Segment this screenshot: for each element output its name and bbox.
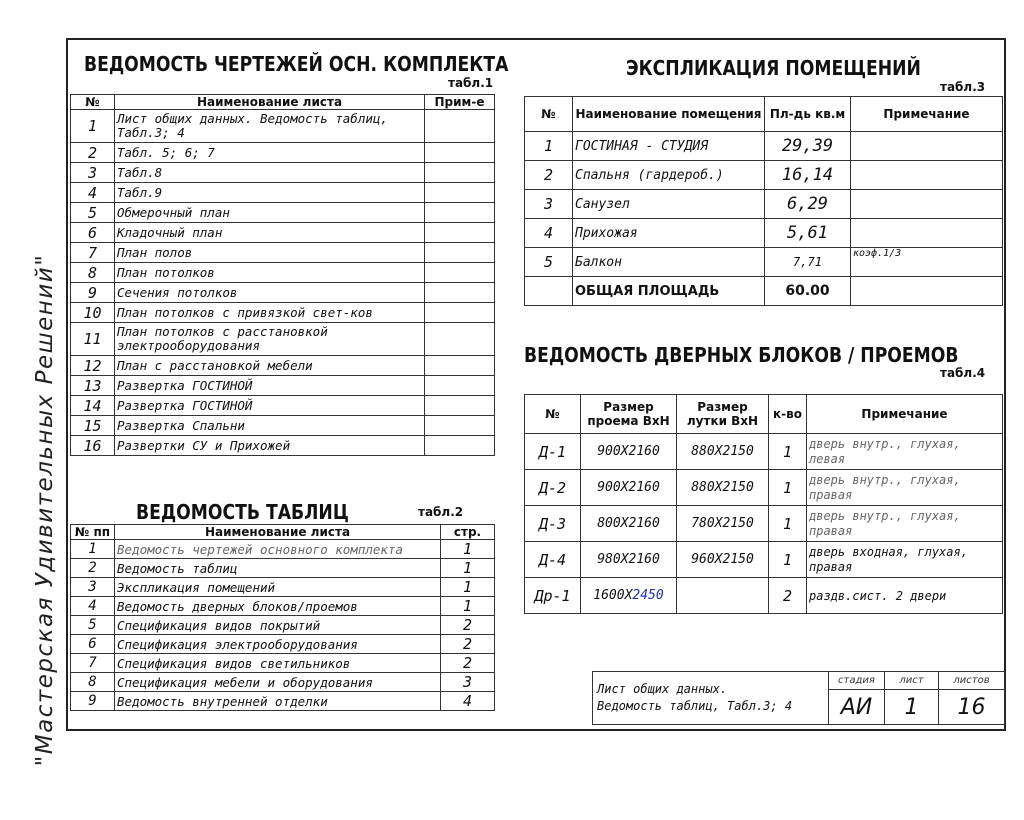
t1-cell-name: Развертка Спальни — [115, 416, 425, 436]
t4-last-no: Др-1 — [525, 578, 581, 614]
t3-cell-name: Прихожая — [573, 219, 765, 248]
t2-row — [71, 616, 495, 635]
t1-cell-name: Табл.8 — [115, 163, 425, 183]
t1-row — [71, 303, 495, 323]
studio-side-label: "Мастерская Удивительных Решений" — [32, 253, 58, 767]
t3-cell-area: 29,39 — [765, 132, 851, 161]
t4-row — [525, 434, 1003, 470]
t3-cell-name: ГОСТИНАЯ - СТУДИЯ — [573, 132, 765, 161]
t4-cell-opening: 900X2160 — [581, 470, 677, 506]
t1-header-note: Прим-е — [425, 95, 495, 110]
t1-cell-name: Развертки СУ и Прихожей — [115, 436, 425, 456]
t2-row — [71, 578, 495, 597]
t2-cell-no: 7 — [71, 654, 115, 673]
t1-cell-no: 4 — [71, 183, 115, 203]
t3-total-no — [525, 277, 573, 306]
t4-header-lutka: Размер лутки ВхН — [677, 395, 769, 434]
t2-row — [71, 559, 495, 578]
t1-cell-note — [425, 223, 495, 243]
t1-cell-note — [425, 143, 495, 163]
t4-row — [525, 506, 1003, 542]
t4-cell-qty: 1 — [769, 506, 807, 542]
t4-last-qty: 2 — [769, 578, 807, 614]
t3-tag: табл.3 — [940, 80, 986, 94]
t4-cell-opening: 980X2160 — [581, 542, 677, 578]
t4-last-size-b: 2450 — [632, 588, 664, 603]
t1-cell-name: Табл.9 — [115, 183, 425, 203]
t1-cell-note — [425, 356, 495, 376]
t2-cell-name: Спецификация электрооборудования — [115, 635, 441, 654]
t1-row — [71, 223, 495, 243]
t4-cell-note: дверь внутр., глухая, правая — [807, 506, 1003, 542]
t4-cell-opening: 800X2160 — [581, 506, 677, 542]
t2-cell-no: 6 — [71, 635, 115, 654]
t1-cell-no: 14 — [71, 396, 115, 416]
t1-cell-name: Кладочный план — [115, 223, 425, 243]
t2-cell-page: 1 — [441, 597, 495, 616]
t3-row — [525, 190, 1003, 219]
t4-header-note: Примечание — [807, 395, 1003, 434]
t2-cell-page: 1 — [441, 559, 495, 578]
t1-row — [71, 243, 495, 263]
t1-cell-no: 12 — [71, 356, 115, 376]
t2-cell-no: 5 — [71, 616, 115, 635]
t2-cell-page: 2 — [441, 654, 495, 673]
t3-total-row — [525, 277, 1003, 306]
t4-cell-note: дверь внутр., глухая, левая — [807, 434, 1003, 470]
t3-cell-no: 3 — [525, 190, 573, 219]
t1-cell-note — [425, 323, 495, 356]
t1-row — [71, 396, 495, 416]
t2-cell-no: 9 — [71, 692, 115, 711]
t1-row — [71, 110, 495, 143]
t1-cell-note — [425, 396, 495, 416]
stamp-sheet-label: лист — [885, 672, 939, 690]
t3-row — [525, 219, 1003, 248]
tables-list — [70, 524, 495, 711]
t3-cell-no: 4 — [525, 219, 573, 248]
t3-cell-name: Санузел — [573, 190, 765, 219]
t1-cell-name: План потолков — [115, 263, 425, 283]
t1-row — [71, 203, 495, 223]
t3-header-no: № — [525, 97, 573, 132]
t3-cell-area: 16,14 — [765, 161, 851, 190]
t1-cell-no: 6 — [71, 223, 115, 243]
t1-cell-no: 11 — [71, 323, 115, 356]
t1-cell-no: 1 — [71, 110, 115, 143]
t3-cell-no: 1 — [525, 132, 573, 161]
t3-cell-no: 2 — [525, 161, 573, 190]
t2-cell-name: Ведомость дверных блоков/проемов — [115, 597, 441, 616]
stamp-stage: АИ — [829, 690, 885, 725]
stamp-desc — [593, 672, 829, 725]
t2-cell-page: 3 — [441, 673, 495, 692]
t1-cell-no: 7 — [71, 243, 115, 263]
t1-cell-name: План полов — [115, 243, 425, 263]
t2-cell-name: Спецификация видов светильников — [115, 654, 441, 673]
stamp-stage-label: стадия — [829, 672, 885, 690]
drawings-table — [70, 94, 495, 456]
t2-cell-page: 1 — [441, 578, 495, 597]
t1-cell-note — [425, 163, 495, 183]
t1-cell-name: Табл. 5; 6; 7 — [115, 143, 425, 163]
t3-cell-note: коэф.1/3 — [851, 248, 1003, 277]
t3-row — [525, 132, 1003, 161]
t1-cell-name: Развертка ГОСТИНОЙ — [115, 376, 425, 396]
t4-last-lutka — [677, 578, 769, 614]
stamp-desc-line2: Ведомость таблиц, Табл.3; 4 — [597, 699, 793, 713]
title-block — [592, 671, 1005, 725]
t2-cell-name: Спецификация мебели и оборудования — [115, 673, 441, 692]
t2-cell-page: 1 — [441, 540, 495, 559]
t2-header-page: стр. — [441, 525, 495, 540]
t2-cell-name: Экспликация помещений — [115, 578, 441, 597]
t2-tag: табл.2 — [418, 505, 464, 519]
t1-cell-name: План потолков с расстановкой электрооборудования — [115, 323, 425, 356]
t1-row — [71, 376, 495, 396]
t3-cell-note — [851, 132, 1003, 161]
t4-header-qty: к-во — [769, 395, 807, 434]
t2-cell-page: 2 — [441, 635, 495, 654]
t3-row — [525, 248, 1003, 277]
t2-cell-no: 2 — [71, 559, 115, 578]
t3-row — [525, 161, 1003, 190]
t1-cell-note — [425, 183, 495, 203]
t2-header-name: Наименование листа — [115, 525, 441, 540]
t1-title: ВЕДОМОСТЬ ЧЕРТЕЖЕЙ ОСН. КОМПЛЕКТА — [84, 52, 509, 76]
t4-row — [525, 470, 1003, 506]
t4-cell-opening: 900X2160 — [581, 434, 677, 470]
t2-cell-no: 8 — [71, 673, 115, 692]
t4-cell-qty: 1 — [769, 470, 807, 506]
t1-cell-no: 16 — [71, 436, 115, 456]
t1-row — [71, 263, 495, 283]
t3-cell-area: 6,29 — [765, 190, 851, 219]
t2-cell-no: 4 — [71, 597, 115, 616]
t1-cell-no: 5 — [71, 203, 115, 223]
t1-row — [71, 323, 495, 356]
t3-title: ЭКСПЛИКАЦИЯ ПОМЕЩЕНИЙ — [626, 56, 921, 80]
t3-cell-no: 5 — [525, 248, 573, 277]
t3-cell-name: Спальня (гардероб.) — [573, 161, 765, 190]
t2-row — [71, 540, 495, 559]
t1-cell-note — [425, 263, 495, 283]
t2-cell-page: 4 — [441, 692, 495, 711]
t1-cell-name: Сечения потолков — [115, 283, 425, 303]
t2-row — [71, 635, 495, 654]
t1-cell-note — [425, 283, 495, 303]
t2-cell-name: Ведомость таблиц — [115, 559, 441, 578]
stamp-sheets: 16 — [939, 690, 1005, 725]
t4-cell-no: Д-2 — [525, 470, 581, 506]
t1-cell-note — [425, 243, 495, 263]
t2-row — [71, 597, 495, 616]
t1-cell-no: 10 — [71, 303, 115, 323]
t1-cell-no: 13 — [71, 376, 115, 396]
t2-row — [71, 654, 495, 673]
t3-header-area: Пл-дь кв.м — [765, 97, 851, 132]
t4-row — [525, 542, 1003, 578]
t2-cell-name: Ведомость чертежей основного комплекта — [115, 540, 441, 559]
t3-cell-name: Балкон — [573, 248, 765, 277]
t3-cell-note — [851, 219, 1003, 248]
t1-cell-no: 2 — [71, 143, 115, 163]
t4-row-last — [525, 578, 1003, 614]
doors-table — [524, 394, 1003, 614]
t4-cell-lutka: 780X2150 — [677, 506, 769, 542]
t1-header-name: Наименование листа — [115, 95, 425, 110]
t1-row — [71, 143, 495, 163]
t1-header-no: № — [71, 95, 115, 110]
t4-last-size — [581, 578, 677, 614]
t1-cell-name: Лист общих данных. Ведомость таблиц, Табл.3; 4 — [115, 110, 425, 143]
t4-cell-note: дверь входная, глухая, правая — [807, 542, 1003, 578]
stamp-sheets-label: листов — [939, 672, 1005, 690]
t1-row — [71, 163, 495, 183]
rooms-table — [524, 96, 1003, 306]
t2-header-no: № пп — [71, 525, 115, 540]
t1-row — [71, 416, 495, 436]
t1-cell-note — [425, 110, 495, 143]
t4-cell-no: Д-1 — [525, 434, 581, 470]
t4-cell-lutka: 880X2150 — [677, 434, 769, 470]
t3-total-note — [851, 277, 1003, 306]
t2-cell-no: 3 — [71, 578, 115, 597]
t2-cell-page: 2 — [441, 616, 495, 635]
t1-cell-note — [425, 436, 495, 456]
t1-cell-name: Обмерочный план — [115, 203, 425, 223]
t3-total-value: 60.00 — [765, 277, 851, 306]
t1-tag: табл.1 — [448, 76, 494, 90]
t1-cell-no: 8 — [71, 263, 115, 283]
t1-cell-name: Развертка ГОСТИНОЙ — [115, 396, 425, 416]
t1-row — [71, 356, 495, 376]
t1-row — [71, 436, 495, 456]
t2-cell-no: 1 — [71, 540, 115, 559]
t4-title: ВЕДОМОСТЬ ДВЕРНЫХ БЛОКОВ / ПРОЕМОВ — [524, 343, 959, 367]
t1-cell-no: 3 — [71, 163, 115, 183]
t2-title: ВЕДОМОСТЬ ТАБЛИЦ — [136, 500, 349, 524]
t4-cell-no: Д-4 — [525, 542, 581, 578]
t4-header-opening: Размер проема ВхН — [581, 395, 677, 434]
t4-last-size-a: 1600X — [593, 588, 633, 603]
t1-cell-note — [425, 303, 495, 323]
t4-header-no: № — [525, 395, 581, 434]
t1-cell-note — [425, 376, 495, 396]
stamp-sheet: 1 — [885, 690, 939, 725]
t4-cell-lutka: 880X2150 — [677, 470, 769, 506]
t1-cell-name: План потолков с привязкой свет-ков — [115, 303, 425, 323]
t3-cell-note — [851, 190, 1003, 219]
t1-cell-no: 9 — [71, 283, 115, 303]
t2-cell-name: Ведомость внутренней отделки — [115, 692, 441, 711]
t4-cell-qty: 1 — [769, 434, 807, 470]
stamp-desc-line1: Лист общих данных. — [597, 682, 728, 696]
t1-cell-name: План с расстановкой мебели — [115, 356, 425, 376]
t2-cell-name: Спецификация видов покрытий — [115, 616, 441, 635]
t3-header-name: Наименование помещения — [573, 97, 765, 132]
t3-header-note: Примечание — [851, 97, 1003, 132]
t1-row — [71, 283, 495, 303]
t4-cell-qty: 1 — [769, 542, 807, 578]
t1-cell-note — [425, 416, 495, 436]
t4-cell-no: Д-3 — [525, 506, 581, 542]
t4-cell-note: дверь внутр., глухая, правая — [807, 470, 1003, 506]
t1-cell-note — [425, 203, 495, 223]
t3-cell-area: 7,71 — [765, 248, 851, 277]
t1-row — [71, 183, 495, 203]
t4-last-note: раздв.сист. 2 двери — [807, 578, 1003, 614]
t2-row — [71, 673, 495, 692]
t4-tag: табл.4 — [940, 366, 986, 380]
t3-cell-area: 5,61 — [765, 219, 851, 248]
t1-cell-no: 15 — [71, 416, 115, 436]
t3-total-label: ОБЩАЯ ПЛОЩАДЬ — [573, 277, 765, 306]
t2-row — [71, 692, 495, 711]
t4-cell-lutka: 960X2150 — [677, 542, 769, 578]
t3-cell-note — [851, 161, 1003, 190]
